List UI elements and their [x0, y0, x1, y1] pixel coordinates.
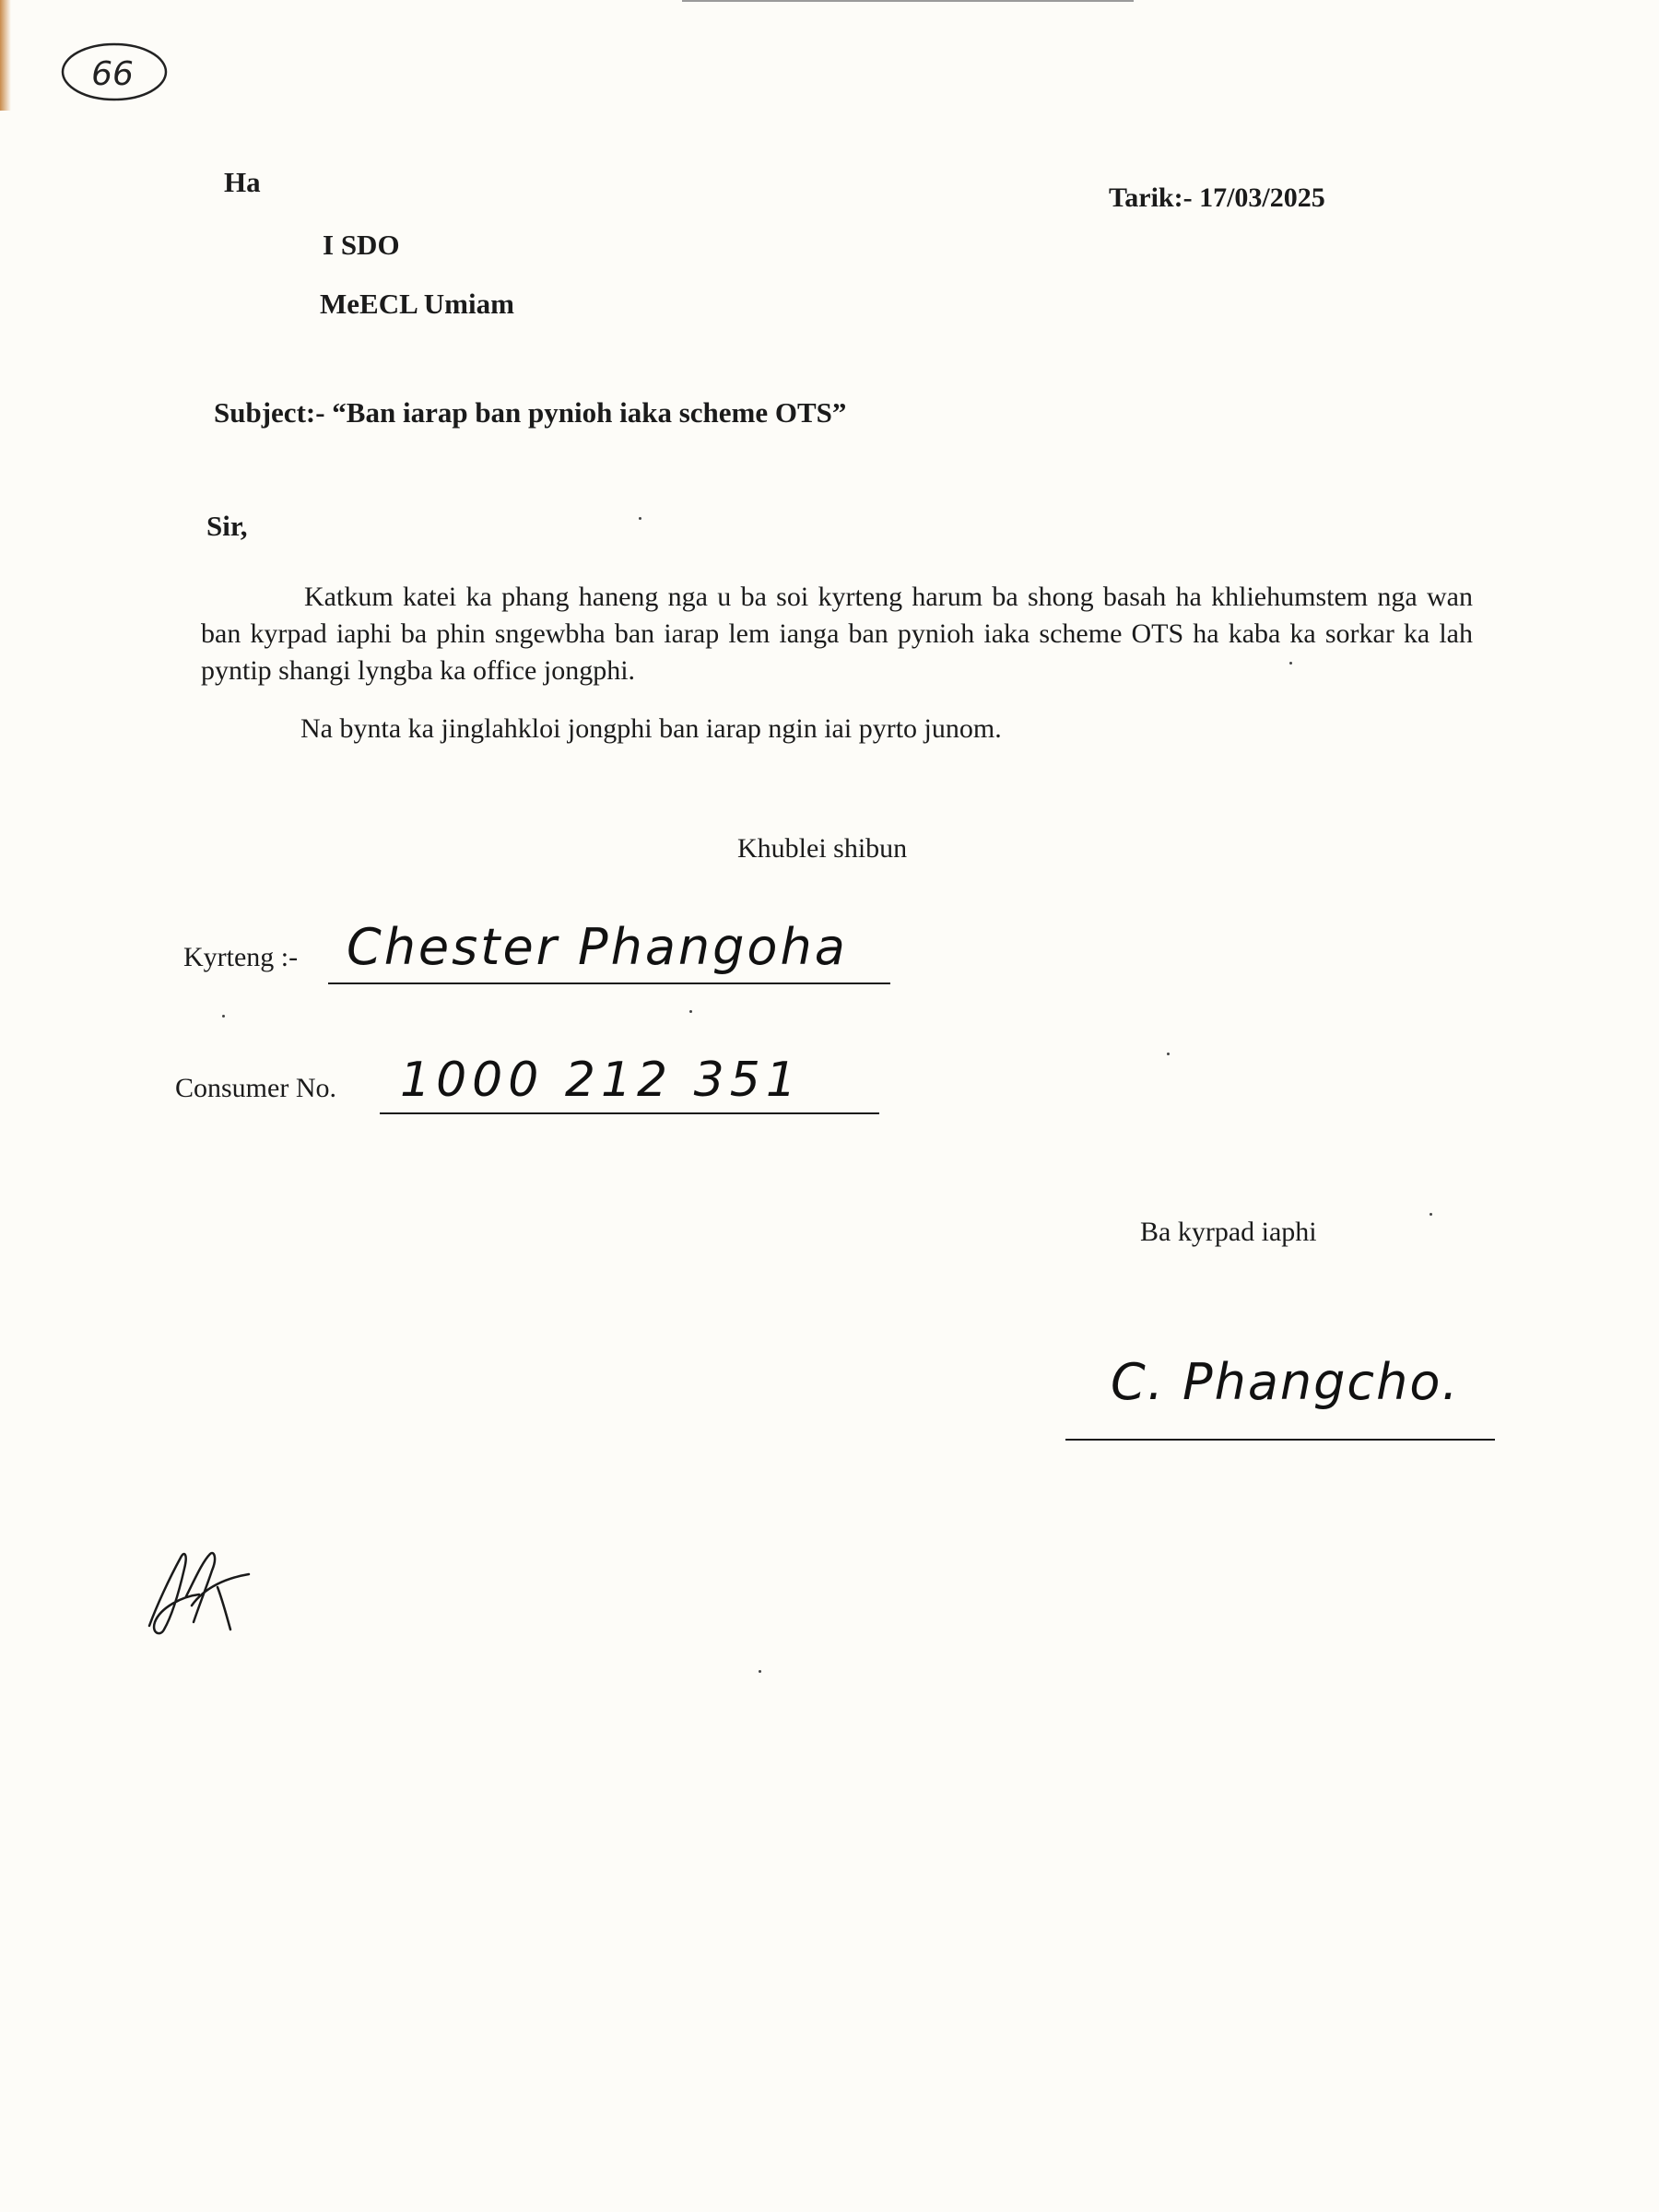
scan-speck: [639, 517, 641, 520]
scan-speck: [1289, 662, 1292, 665]
salutation-to: Ha: [224, 166, 261, 198]
scan-speck: [689, 1010, 692, 1013]
consumer-label: Consumer No.: [175, 1073, 336, 1103]
page-number-circle: [57, 37, 177, 111]
greeting: Sir,: [206, 510, 248, 542]
scan-speck: [1167, 1053, 1170, 1055]
scan-speck: [1430, 1213, 1432, 1216]
name-label: Kyrteng :-: [183, 942, 299, 972]
body-paragraph-2: Na bynta ka jinglahkloi jongphi ban iarap ngin iai pyrto junom.: [300, 713, 1002, 744]
scan-edge: [0, 0, 11, 111]
closing: Khublei shibun: [737, 833, 908, 864]
name-handwritten: Chester Phangoha: [347, 918, 848, 976]
initials-scribble: [138, 1541, 258, 1642]
consumer-handwritten: 1000 212 351: [400, 1053, 802, 1108]
body-paragraph-1: Katkum katei ka phang haneng nga u ba soi kyrteng harum ba shong basah ha khliehumstem nga wan ban kyrpad iaphi ba phin sngewbha ban iarap lem ianga ban pynioh iaka scheme OTS ha kaba ka sorkar ka lah pyntip shangi lyngba ka office jongphi.: [201, 582, 1473, 686]
name-underline: [328, 982, 890, 984]
recipient-line-2: MeECL Umiam: [320, 288, 514, 320]
signature-underline: [1065, 1439, 1495, 1441]
subject-line: Subject:- “Ban iarap ban pynioh iaka scheme OTS”: [214, 396, 847, 429]
signature: C. Phangcho.: [1111, 1353, 1460, 1411]
letter-date: Tarik:- 17/03/2025: [1109, 182, 1325, 213]
page-number: 66: [91, 55, 134, 93]
sign-off: Ba kyrpad iaphi: [1140, 1217, 1317, 1247]
recipient-line-1: I SDO: [323, 229, 400, 261]
scan-top-line: [682, 0, 1134, 6]
scan-speck: [759, 1670, 761, 1673]
consumer-underline: [380, 1112, 879, 1114]
scan-speck: [222, 1015, 225, 1018]
